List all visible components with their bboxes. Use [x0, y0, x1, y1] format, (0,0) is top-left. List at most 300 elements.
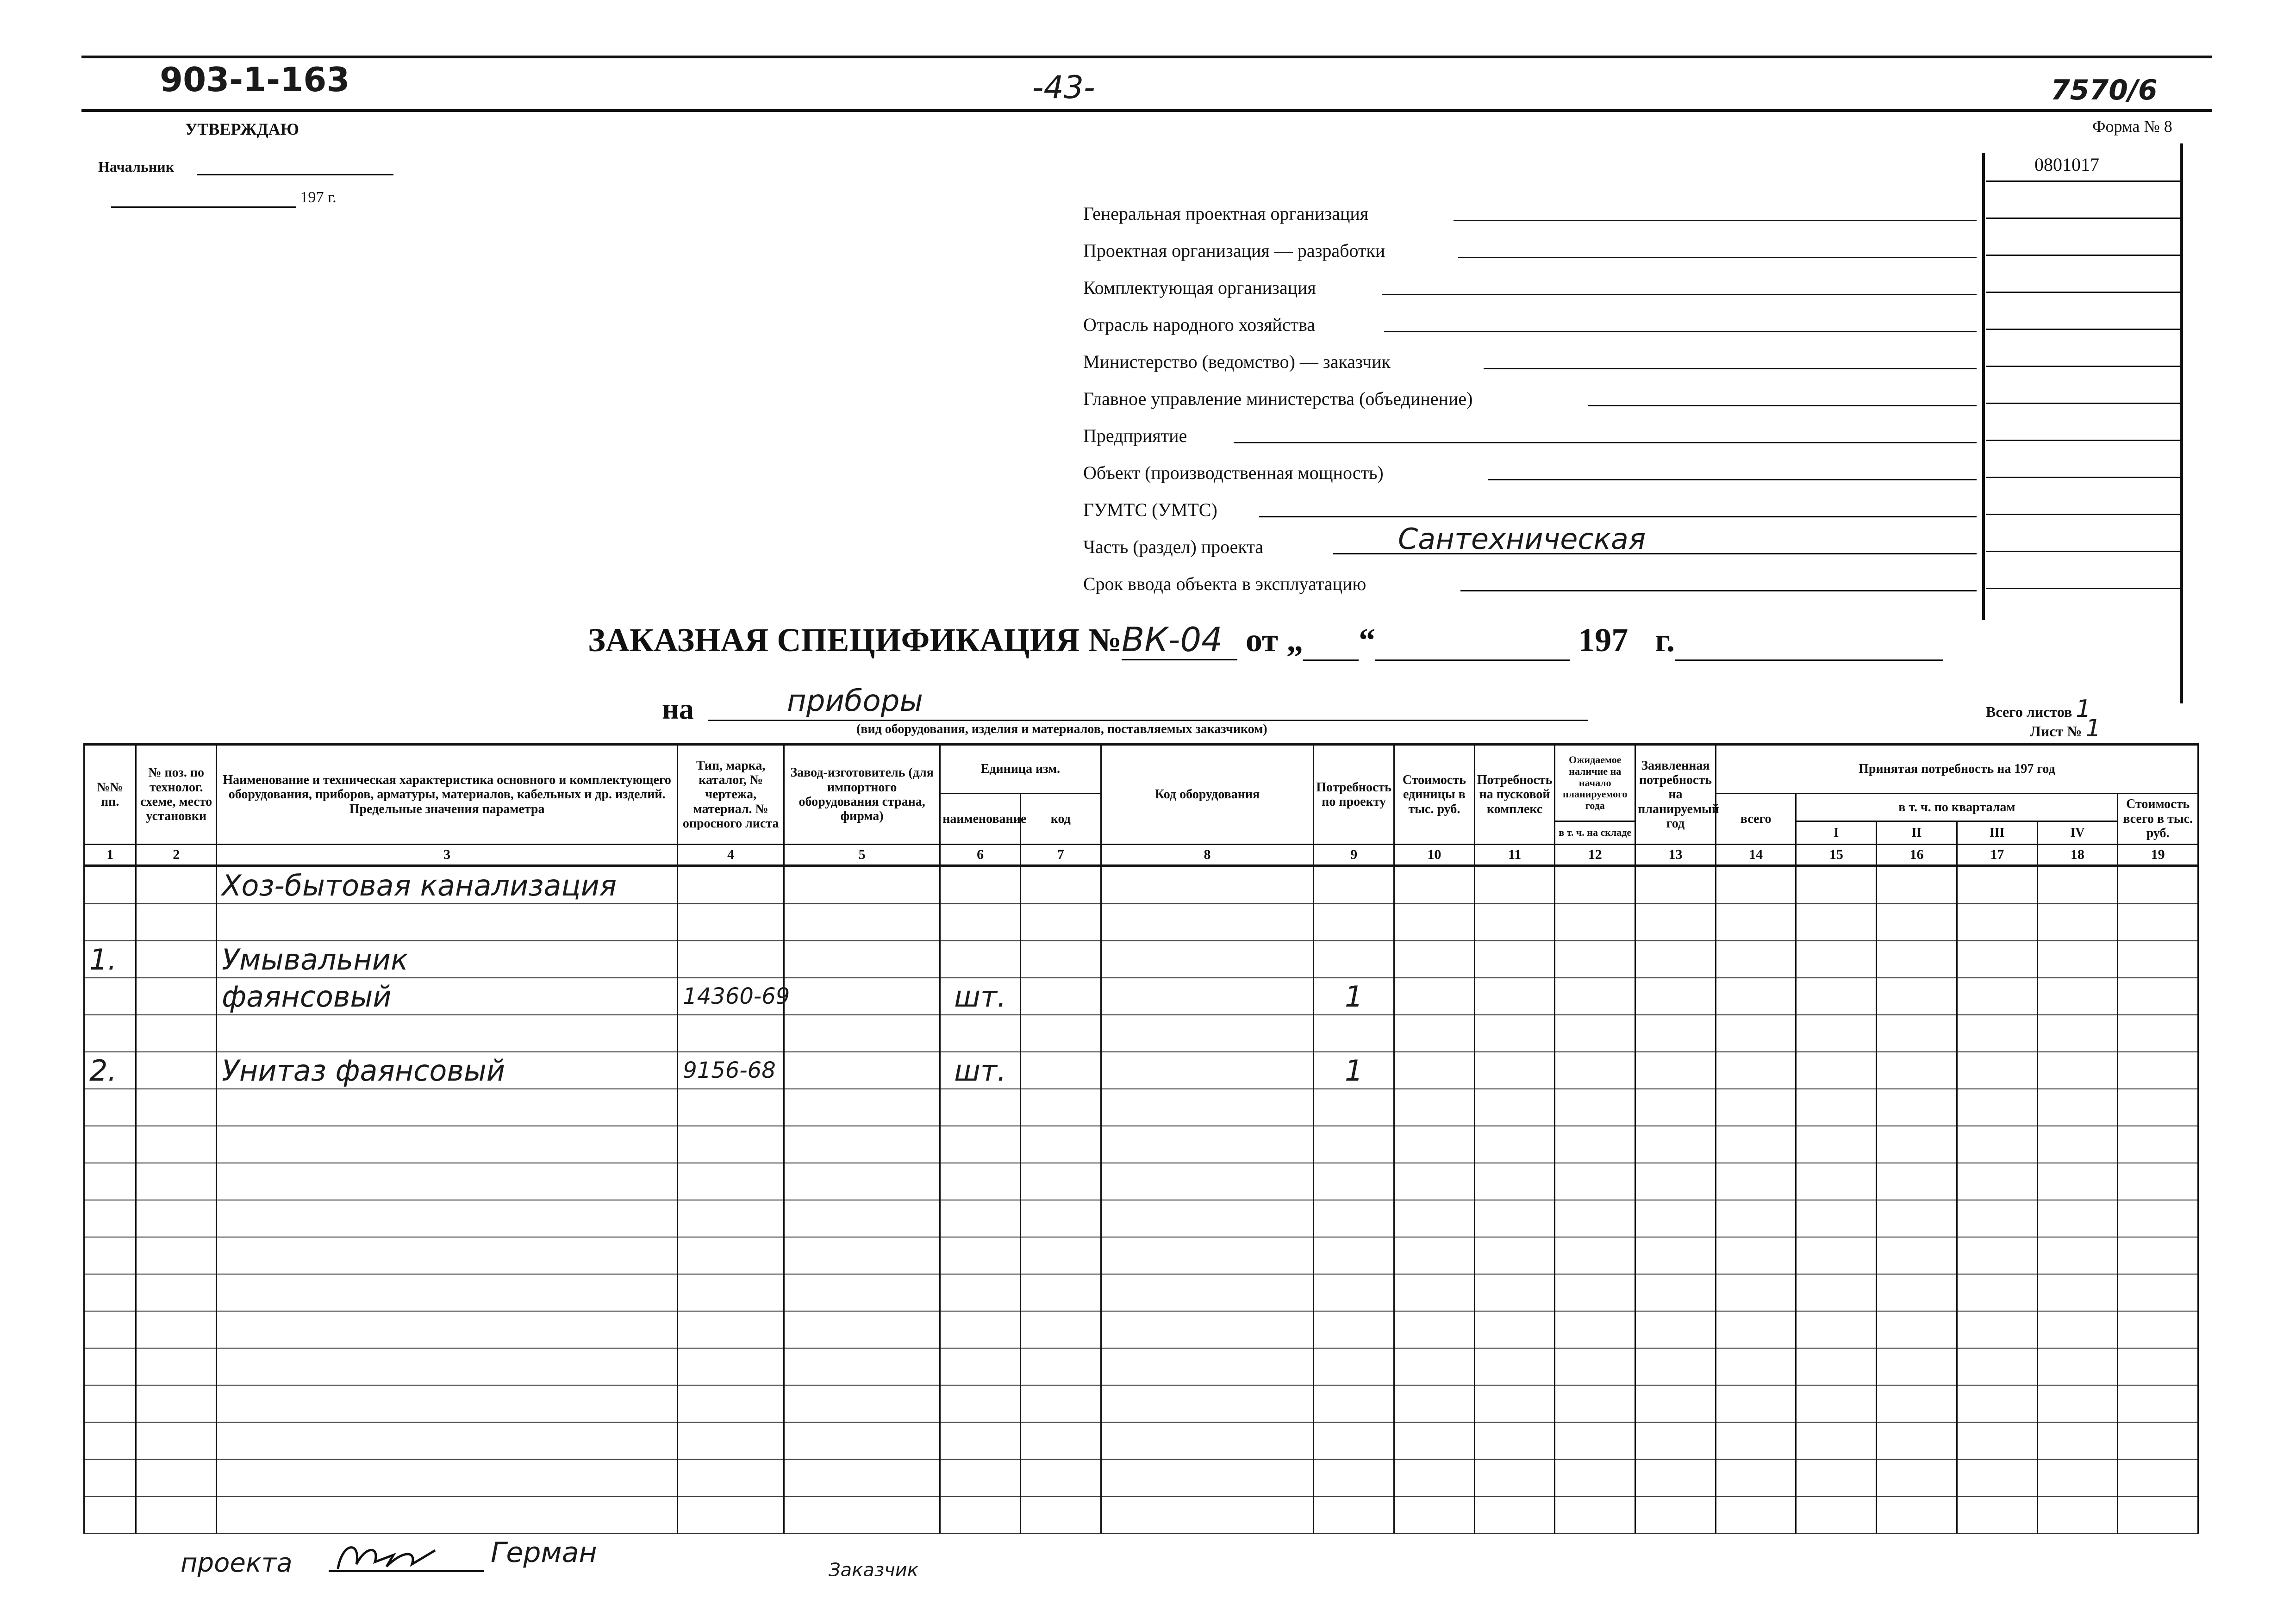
table-cell[interactable]	[784, 1237, 940, 1274]
table-cell[interactable]	[1101, 1237, 1314, 1274]
table-cell[interactable]	[1474, 1237, 1555, 1274]
table-cell[interactable]	[1474, 866, 1555, 904]
table-cell[interactable]	[1101, 1089, 1314, 1126]
table-cell[interactable]	[1877, 1274, 1957, 1311]
table-cell[interactable]	[678, 1348, 784, 1385]
table-cell[interactable]	[1020, 978, 1101, 1015]
table-cell[interactable]	[1716, 1311, 1796, 1348]
table-cell[interactable]	[1716, 1200, 1796, 1237]
table-cell[interactable]	[1796, 1274, 1877, 1311]
table-cell[interactable]	[1394, 904, 1475, 941]
table-cell[interactable]	[217, 1089, 678, 1126]
table-cell[interactable]	[1877, 1089, 1957, 1126]
table-cell[interactable]	[1796, 1422, 1877, 1459]
table-cell[interactable]	[1877, 1311, 1957, 1348]
table-cell[interactable]	[136, 1052, 217, 1089]
field-design-org-line[interactable]	[1458, 257, 1977, 258]
table-cell[interactable]	[2118, 1422, 2198, 1459]
table-cell[interactable]	[136, 1496, 217, 1533]
table-cell[interactable]	[1555, 1015, 1635, 1052]
table-cell[interactable]	[217, 1385, 678, 1422]
cell-name[interactable]	[217, 904, 678, 941]
table-cell[interactable]	[1796, 866, 1877, 904]
table-cell[interactable]	[940, 1274, 1021, 1311]
table-cell[interactable]	[678, 1200, 784, 1237]
table-cell[interactable]	[1101, 1459, 1314, 1496]
cell-unit[interactable]: шт.	[940, 1052, 1021, 1089]
table-cell[interactable]	[1957, 1163, 2037, 1200]
table-cell[interactable]	[1796, 1163, 1877, 1200]
field-commissioning-line[interactable]	[1460, 590, 1977, 591]
table-cell[interactable]	[1101, 866, 1314, 904]
table-cell[interactable]	[1796, 1459, 1877, 1496]
table-cell[interactable]	[1635, 978, 1716, 1015]
table-cell[interactable]	[1314, 1274, 1394, 1311]
table-cell[interactable]	[1394, 866, 1475, 904]
table-cell[interactable]	[1394, 1311, 1475, 1348]
table-cell[interactable]	[1957, 904, 2037, 941]
field-completing-org-line[interactable]	[1382, 294, 1977, 295]
table-cell[interactable]	[1877, 1052, 1957, 1089]
table-cell[interactable]	[217, 1274, 678, 1311]
field-project-part-value[interactable]: Сантехническая	[1398, 522, 1646, 556]
table-cell[interactable]	[1101, 978, 1314, 1015]
table-cell[interactable]	[2118, 1274, 2198, 1311]
table-cell[interactable]	[1957, 1274, 2037, 1311]
table-cell[interactable]	[784, 1015, 940, 1052]
table-cell[interactable]	[1796, 1496, 1877, 1533]
table-cell[interactable]	[2037, 866, 2118, 904]
table-cell[interactable]	[2118, 904, 2198, 941]
cell-num[interactable]	[84, 904, 136, 941]
table-cell[interactable]	[84, 1126, 136, 1163]
table-cell[interactable]	[1716, 1089, 1796, 1126]
table-cell[interactable]	[1635, 1163, 1716, 1200]
table-cell[interactable]	[1474, 1459, 1555, 1496]
table-cell[interactable]	[1555, 1200, 1635, 1237]
table-cell[interactable]	[1474, 1015, 1555, 1052]
table-cell[interactable]	[1020, 1459, 1101, 1496]
table-cell[interactable]	[217, 1237, 678, 1274]
table-cell[interactable]	[1796, 978, 1877, 1015]
table-cell[interactable]	[784, 1089, 940, 1126]
field-gumts-line[interactable]	[1259, 516, 1977, 517]
table-cell[interactable]	[1394, 1200, 1475, 1237]
table-cell[interactable]	[1394, 1237, 1475, 1274]
table-cell[interactable]	[2037, 1274, 2118, 1311]
table-cell[interactable]	[1394, 1422, 1475, 1459]
cell-type[interactable]	[678, 866, 784, 904]
table-cell[interactable]	[940, 1237, 1021, 1274]
table-cell[interactable]	[1635, 1126, 1716, 1163]
table-cell[interactable]	[1957, 941, 2037, 978]
table-cell[interactable]	[1394, 1052, 1475, 1089]
table-cell[interactable]	[1555, 904, 1635, 941]
cell-name[interactable]: Унитаз фаянсовый	[217, 1052, 678, 1089]
table-cell[interactable]	[136, 1237, 217, 1274]
table-cell[interactable]	[1020, 1496, 1101, 1533]
table-cell[interactable]	[1957, 866, 2037, 904]
table-cell[interactable]	[84, 1459, 136, 1496]
table-cell[interactable]	[1394, 1459, 1475, 1496]
table-cell[interactable]	[1394, 978, 1475, 1015]
table-cell[interactable]	[1635, 1089, 1716, 1126]
table-cell[interactable]	[1474, 1200, 1555, 1237]
table-cell[interactable]	[1555, 1126, 1635, 1163]
table-cell[interactable]	[678, 1385, 784, 1422]
cell-unit[interactable]	[940, 866, 1021, 904]
table-cell[interactable]	[678, 1163, 784, 1200]
table-cell[interactable]	[1020, 904, 1101, 941]
table-cell[interactable]	[1314, 1163, 1394, 1200]
field-main-department-line[interactable]	[1588, 405, 1977, 406]
table-cell[interactable]	[940, 1311, 1021, 1348]
table-cell[interactable]	[2118, 1126, 2198, 1163]
table-cell[interactable]	[2118, 978, 2198, 1015]
field-general-org-line[interactable]	[1454, 220, 1977, 221]
table-cell[interactable]	[1394, 1089, 1475, 1126]
table-cell[interactable]	[2037, 978, 2118, 1015]
table-cell[interactable]	[678, 1311, 784, 1348]
table-cell[interactable]	[1716, 1459, 1796, 1496]
table-cell[interactable]	[1555, 1496, 1635, 1533]
table-cell[interactable]	[784, 1348, 940, 1385]
table-cell[interactable]	[1635, 1015, 1716, 1052]
table-cell[interactable]	[1474, 1274, 1555, 1311]
table-cell[interactable]	[1716, 1385, 1796, 1422]
table-cell[interactable]	[1394, 1015, 1475, 1052]
table-cell[interactable]	[1957, 1089, 2037, 1126]
table-cell[interactable]	[1877, 1163, 1957, 1200]
table-cell[interactable]	[784, 1311, 940, 1348]
table-cell[interactable]	[1716, 978, 1796, 1015]
table-cell[interactable]	[1716, 866, 1796, 904]
table-cell[interactable]	[940, 1348, 1021, 1385]
table-cell[interactable]	[1314, 1311, 1394, 1348]
table-cell[interactable]	[1957, 1348, 2037, 1385]
cell-num[interactable]	[84, 1015, 136, 1052]
table-cell[interactable]	[84, 1163, 136, 1200]
table-cell[interactable]	[940, 1422, 1021, 1459]
table-cell[interactable]	[1394, 1496, 1475, 1533]
table-cell[interactable]	[136, 1348, 217, 1385]
table-cell[interactable]	[217, 1459, 678, 1496]
table-cell[interactable]	[1796, 941, 1877, 978]
table-cell[interactable]	[217, 1496, 678, 1533]
cell-unit[interactable]: шт.	[940, 978, 1021, 1015]
table-cell[interactable]	[2118, 1163, 2198, 1200]
table-cell[interactable]	[784, 1163, 940, 1200]
table-cell[interactable]	[1474, 904, 1555, 941]
cell-qty[interactable]: 1	[1314, 978, 1394, 1015]
table-cell[interactable]	[1716, 1422, 1796, 1459]
table-cell[interactable]	[1555, 1311, 1635, 1348]
table-cell[interactable]	[1877, 1459, 1957, 1496]
table-cell[interactable]	[1555, 1237, 1635, 1274]
table-cell[interactable]	[1020, 1126, 1101, 1163]
field-ministry-line[interactable]	[1484, 368, 1977, 369]
table-cell[interactable]	[1877, 1126, 1957, 1163]
table-cell[interactable]	[2118, 1496, 2198, 1533]
table-cell[interactable]	[136, 1163, 217, 1200]
table-cell[interactable]	[1101, 941, 1314, 978]
table-cell[interactable]	[940, 1089, 1021, 1126]
table-cell[interactable]	[1796, 1311, 1877, 1348]
cell-unit[interactable]	[940, 1015, 1021, 1052]
table-cell[interactable]	[2037, 1496, 2118, 1533]
table-cell[interactable]	[1957, 1459, 2037, 1496]
table-cell[interactable]	[2118, 1385, 2198, 1422]
table-cell[interactable]	[136, 1274, 217, 1311]
table-cell[interactable]	[1394, 1385, 1475, 1422]
field-enterprise-line[interactable]	[1234, 442, 1977, 443]
table-cell[interactable]	[2037, 1385, 2118, 1422]
table-cell[interactable]	[136, 1385, 217, 1422]
table-cell[interactable]	[1314, 1459, 1394, 1496]
table-cell[interactable]	[2118, 1015, 2198, 1052]
cell-type[interactable]	[678, 941, 784, 978]
table-cell[interactable]	[136, 941, 217, 978]
table-cell[interactable]	[2118, 941, 2198, 978]
table-cell[interactable]	[1020, 1311, 1101, 1348]
table-cell[interactable]	[1796, 904, 1877, 941]
cell-num[interactable]	[84, 866, 136, 904]
table-cell[interactable]	[784, 1200, 940, 1237]
table-cell[interactable]	[1635, 1422, 1716, 1459]
na-value[interactable]: приборы	[787, 684, 923, 718]
table-cell[interactable]	[1635, 1385, 1716, 1422]
table-cell[interactable]	[784, 1274, 940, 1311]
table-cell[interactable]	[1635, 866, 1716, 904]
table-cell[interactable]	[2037, 1459, 2118, 1496]
table-cell[interactable]	[1877, 1200, 1957, 1237]
table-cell[interactable]	[1877, 1496, 1957, 1533]
table-cell[interactable]	[1716, 1237, 1796, 1274]
table-cell[interactable]	[1314, 1089, 1394, 1126]
table-cell[interactable]	[940, 1385, 1021, 1422]
table-cell[interactable]	[1957, 1385, 2037, 1422]
table-cell[interactable]	[1635, 1274, 1716, 1311]
table-cell[interactable]	[1716, 1052, 1796, 1089]
table-cell[interactable]	[1555, 1348, 1635, 1385]
table-cell[interactable]	[136, 1126, 217, 1163]
table-cell[interactable]	[1314, 1200, 1394, 1237]
table-cell[interactable]	[1716, 904, 1796, 941]
cell-unit[interactable]	[940, 904, 1021, 941]
table-cell[interactable]	[1796, 1385, 1877, 1422]
cell-name[interactable]: Умывальник	[217, 941, 678, 978]
table-cell[interactable]	[678, 1274, 784, 1311]
table-cell[interactable]	[940, 1459, 1021, 1496]
table-cell[interactable]	[1716, 941, 1796, 978]
table-cell[interactable]	[678, 1089, 784, 1126]
table-cell[interactable]	[678, 1459, 784, 1496]
table-cell[interactable]	[2037, 1163, 2118, 1200]
table-cell[interactable]	[1716, 1274, 1796, 1311]
table-cell[interactable]	[84, 1496, 136, 1533]
table-cell[interactable]	[1101, 1496, 1314, 1533]
cell-qty[interactable]	[1314, 1015, 1394, 1052]
table-cell[interactable]	[1635, 1348, 1716, 1385]
table-cell[interactable]	[2037, 1237, 2118, 1274]
table-cell[interactable]	[1555, 1422, 1635, 1459]
table-cell[interactable]	[136, 1422, 217, 1459]
spec-number[interactable]: ВК-04	[1122, 620, 1237, 660]
table-cell[interactable]	[784, 1052, 940, 1089]
table-cell[interactable]	[217, 1163, 678, 1200]
cell-num[interactable]: 2.	[84, 1052, 136, 1089]
table-cell[interactable]	[1394, 1348, 1475, 1385]
table-cell[interactable]	[1474, 1311, 1555, 1348]
table-cell[interactable]	[2037, 904, 2118, 941]
table-cell[interactable]	[1474, 1348, 1555, 1385]
table-cell[interactable]	[784, 1385, 940, 1422]
table-cell[interactable]	[1474, 1385, 1555, 1422]
cell-name[interactable]: Хоз-бытовая канализация	[217, 866, 678, 904]
table-cell[interactable]	[1474, 1496, 1555, 1533]
table-cell[interactable]	[1635, 1052, 1716, 1089]
table-cell[interactable]	[1877, 1385, 1957, 1422]
table-cell[interactable]	[1877, 904, 1957, 941]
table-cell[interactable]	[940, 1126, 1021, 1163]
table-cell[interactable]	[1716, 1126, 1796, 1163]
table-cell[interactable]	[1796, 1015, 1877, 1052]
table-cell[interactable]	[2037, 1126, 2118, 1163]
table-cell[interactable]	[1555, 1385, 1635, 1422]
table-cell[interactable]	[678, 1496, 784, 1533]
table-cell[interactable]	[2118, 1311, 2198, 1348]
table-cell[interactable]	[1474, 941, 1555, 978]
table-cell[interactable]	[1394, 1274, 1475, 1311]
table-cell[interactable]	[1555, 978, 1635, 1015]
table-cell[interactable]	[217, 1200, 678, 1237]
table-cell[interactable]	[1555, 1459, 1635, 1496]
table-cell[interactable]	[1394, 941, 1475, 978]
table-cell[interactable]	[784, 1496, 940, 1533]
table-cell[interactable]	[84, 1422, 136, 1459]
table-cell[interactable]	[84, 1311, 136, 1348]
table-cell[interactable]	[1796, 1089, 1877, 1126]
table-cell[interactable]	[136, 904, 217, 941]
table-cell[interactable]	[136, 1200, 217, 1237]
table-cell[interactable]	[2118, 1200, 2198, 1237]
table-cell[interactable]	[1101, 1200, 1314, 1237]
table-cell[interactable]	[1020, 941, 1101, 978]
table-cell[interactable]	[136, 1015, 217, 1052]
table-cell[interactable]	[1957, 1422, 2037, 1459]
table-cell[interactable]	[2037, 1052, 2118, 1089]
table-cell[interactable]	[1314, 1385, 1394, 1422]
table-cell[interactable]	[1635, 1459, 1716, 1496]
field-object-line[interactable]	[1488, 479, 1977, 480]
table-cell[interactable]	[1314, 1348, 1394, 1385]
table-cell[interactable]	[1101, 1348, 1314, 1385]
table-cell[interactable]	[1877, 978, 1957, 1015]
table-cell[interactable]	[1020, 1274, 1101, 1311]
table-cell[interactable]	[1635, 904, 1716, 941]
cell-type[interactable]	[678, 1015, 784, 1052]
table-cell[interactable]	[1957, 1126, 2037, 1163]
cell-unit[interactable]	[940, 941, 1021, 978]
table-cell[interactable]	[84, 1274, 136, 1311]
table-cell[interactable]	[784, 1422, 940, 1459]
cell-name[interactable]	[217, 1015, 678, 1052]
table-cell[interactable]	[1314, 1422, 1394, 1459]
table-cell[interactable]	[2118, 1089, 2198, 1126]
table-cell[interactable]	[1314, 1126, 1394, 1163]
table-cell[interactable]	[1555, 1089, 1635, 1126]
table-cell[interactable]	[678, 1237, 784, 1274]
table-cell[interactable]	[1020, 1089, 1101, 1126]
table-cell[interactable]	[2118, 1052, 2198, 1089]
table-cell[interactable]	[1101, 1311, 1314, 1348]
table-cell[interactable]	[784, 866, 940, 904]
table-cell[interactable]	[1101, 1015, 1314, 1052]
cell-qty[interactable]	[1314, 941, 1394, 978]
table-cell[interactable]	[1020, 1052, 1101, 1089]
table-cell[interactable]	[1474, 978, 1555, 1015]
table-cell[interactable]	[2037, 1311, 2118, 1348]
table-cell[interactable]	[1474, 1089, 1555, 1126]
table-cell[interactable]	[1020, 866, 1101, 904]
table-cell[interactable]	[1474, 1163, 1555, 1200]
table-cell[interactable]	[2037, 1015, 2118, 1052]
table-cell[interactable]	[1957, 1496, 2037, 1533]
cell-qty[interactable]: 1	[1314, 1052, 1394, 1089]
table-cell[interactable]	[1716, 1163, 1796, 1200]
table-cell[interactable]	[1101, 1385, 1314, 1422]
table-cell[interactable]	[84, 1200, 136, 1237]
table-cell[interactable]	[84, 1237, 136, 1274]
table-cell[interactable]	[1555, 1274, 1635, 1311]
table-cell[interactable]	[940, 1200, 1021, 1237]
table-cell[interactable]	[1555, 866, 1635, 904]
table-cell[interactable]	[1796, 1237, 1877, 1274]
cell-num[interactable]	[84, 978, 136, 1015]
cell-type[interactable]	[678, 904, 784, 941]
table-cell[interactable]	[136, 978, 217, 1015]
table-cell[interactable]	[217, 1348, 678, 1385]
table-cell[interactable]	[1877, 941, 1957, 978]
table-cell[interactable]	[217, 1311, 678, 1348]
table-cell[interactable]	[84, 1089, 136, 1126]
table-cell[interactable]	[1474, 1422, 1555, 1459]
table-cell[interactable]	[1101, 1052, 1314, 1089]
table-cell[interactable]	[1796, 1052, 1877, 1089]
table-cell[interactable]	[2118, 1237, 2198, 1274]
cell-qty[interactable]	[1314, 866, 1394, 904]
table-cell[interactable]	[1020, 1015, 1101, 1052]
table-cell[interactable]	[784, 941, 940, 978]
table-cell[interactable]	[1635, 1496, 1716, 1533]
table-cell[interactable]	[1635, 1200, 1716, 1237]
table-cell[interactable]	[136, 1089, 217, 1126]
cell-type[interactable]: 14360-69	[678, 978, 784, 1015]
table-cell[interactable]	[1101, 1274, 1314, 1311]
table-cell[interactable]	[1020, 1348, 1101, 1385]
table-cell[interactable]	[217, 1126, 678, 1163]
table-cell[interactable]	[1101, 1422, 1314, 1459]
table-cell[interactable]	[1877, 1237, 1957, 1274]
table-cell[interactable]	[136, 866, 217, 904]
table-cell[interactable]	[678, 1126, 784, 1163]
table-cell[interactable]	[1877, 1348, 1957, 1385]
cell-qty[interactable]	[1314, 904, 1394, 941]
table-cell[interactable]	[1957, 1052, 2037, 1089]
table-cell[interactable]	[1635, 1237, 1716, 1274]
table-cell[interactable]	[1020, 1422, 1101, 1459]
table-cell[interactable]	[1957, 1015, 2037, 1052]
